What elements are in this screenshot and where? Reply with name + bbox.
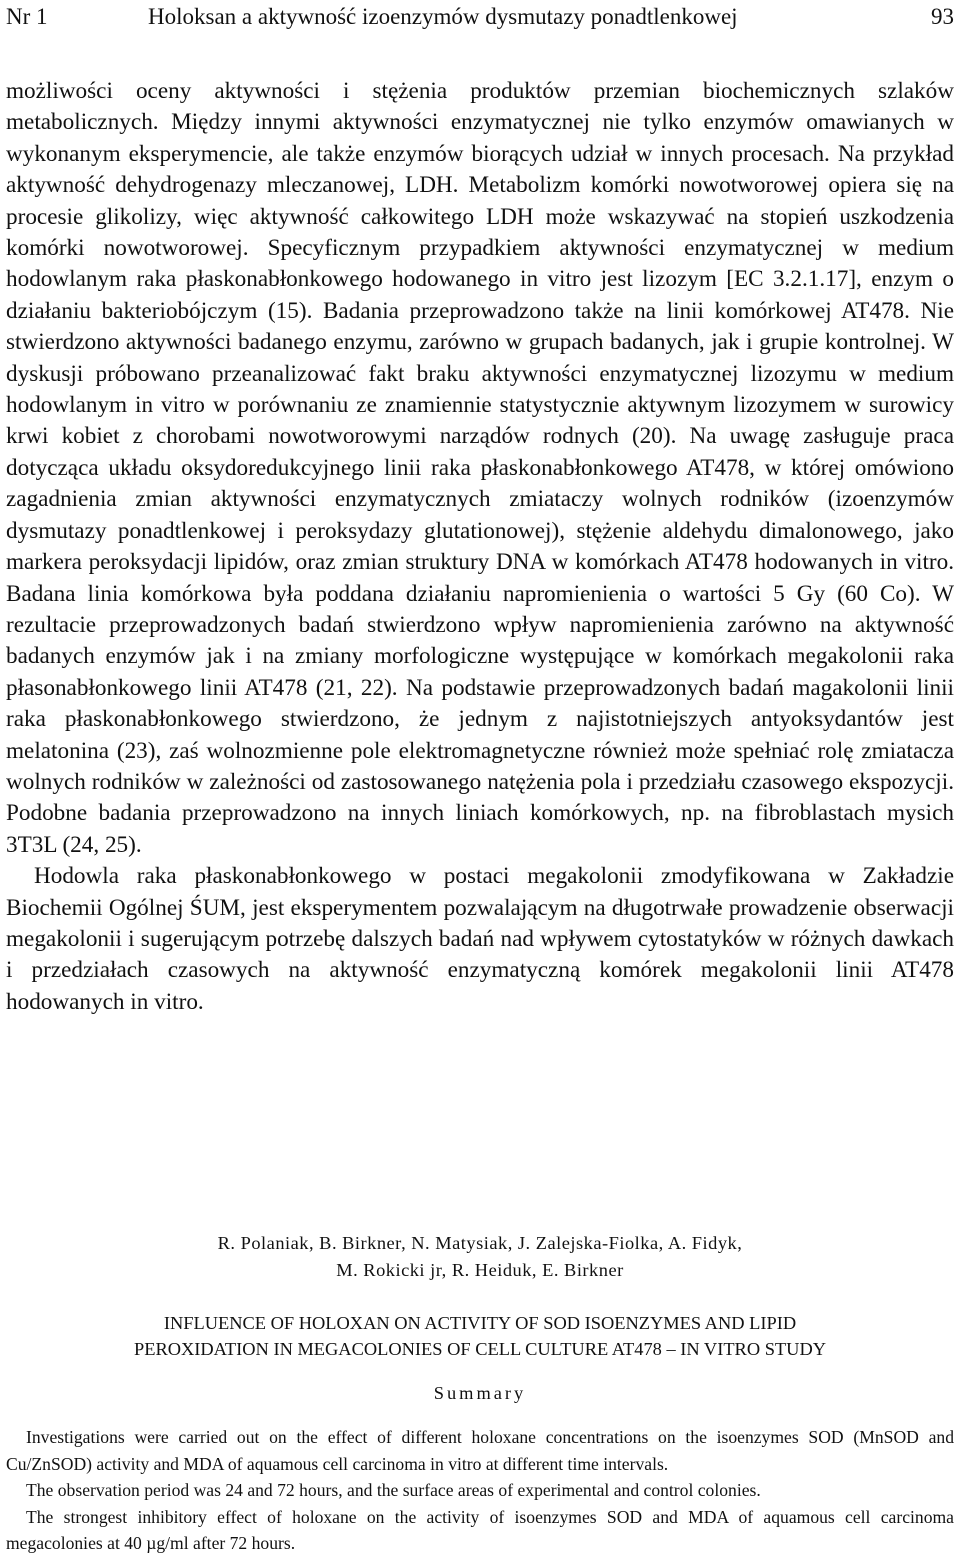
english-title-line-2: PEROXIDATION IN MEGACOLONIES OF CELL CULTURE AT478 – IN VITRO STUDY xyxy=(133,1339,827,1359)
authors-line-1: R. Polaniak, B. Birkner, N. Matysiak, J. Zalejska-Fiolka, A. Fidyk, xyxy=(217,1233,743,1253)
running-title: Holoksan a aktywność izoenzymów dysmutazy ponadtlenkowej xyxy=(148,4,738,29)
english-summary-section xyxy=(6,1230,954,1557)
author-list xyxy=(6,1230,954,1284)
polish-body-text xyxy=(6,76,954,1018)
abstract-paragraph-1: Investigations were carried out on the effect of different holoxane concentrations on the isoenzymes SOD (MnSOD and Cu/ZnSOD) activity and MDA of aquamous cell carcinoma in vitro at different time intervals. xyxy=(6,1427,954,1474)
abstract xyxy=(6,1424,954,1557)
paragraph-2: Hodowla raka płaskonabłonkowego w postaci megakolonii zmodyfikowana w Zakładzie Biochemii Ogólnej ŚUM, jest eksperymentem pozwalającym na długotrwałe prowadzenie obserwacji megakolonii i sugerującym potrzebę dalszych badań nad wpływem cytostatyków w różnych dawkach i przedziałach czasowych na aktywność enzymatyczną komórek megakolonii linii AT478 hodowanych in vitro. xyxy=(6,863,954,1015)
abstract-paragraph-2: The observation period was 24 and 72 hours, and the surface areas of experimental and control colonies. xyxy=(26,1480,761,1501)
english-title xyxy=(6,1310,954,1362)
abstract-paragraph-3: The strongest inhibitory effect of holoxane on the activity of isoenzymes SOD and MDA of aquamous cell carcinoma megacolonies at 40 µg/ml after 72 hours. xyxy=(6,1506,954,1554)
english-title-line-1: INFLUENCE OF HOLOXAN ON ACTIVITY OF SOD ISOENZYMES AND LIPID xyxy=(163,1313,797,1333)
journal-issue: Nr 1 xyxy=(6,4,48,29)
paragraph-1: możliwości oceny aktywności i stężenia produktów przemian biochemicznych szlaków metabolicznych. Między innymi aktywności enzymatycznej nie tylko enzymów omawianych w wykonanym eksperymencie, ale także enzymów biorących udział w innych procesach. Na przykład aktywność dehydrogenazy mleczanowej, LDH. Metabolizm komórki nowotworowej opiera się na procesie glikolizy, więc aktywność całkowitego LDH może wskazywać na stopień uszkodzenia komórki nowotworowej. Specyficznym przypadkiem aktywności enzymatycznej w medium hodowlanym raka płaskonabłonkowego hodowanego in vitro jest lizozym [EC 3.2.1.17], enzym o działaniu bakteriobójczym (15). Badania przeprowadzono także na linii komórkowej AT478. Nie stwierdzono aktywności badanego enzymu, zarówno w grupach badanych, jak i grupie kontrolnej. W dyskusji próbowano przeanalizować fakt braku aktywności enzymatycznej lizozymu w medium hodowlanym in vitro w porównaniu ze znamiennie statystycznie aktywnym lizozymem w surowicy krwi kobiet z chorobami nowotworowymi narządów rodnych (20). Na uwagę zasługuje praca dotycząca układu oksydoredukcyjnego linii raka płaskonabłonkowego AT478, w której omówiono zagadnienia zmian aktywności enzymatycznych zmiataczy wolnych rodników (izoenzymów dysmutazy ponadtlenkowej i peroksydazy glutationowej), stężenie aldehydu dimalonowego, jako markera peroksydacji lipidów, oraz zmian struktury DNA w komórkach AT478 hodowanych in vitro. Badana linia komórkowa była poddana działaniu napromienienia o wartości 5 Gy (60 Co). W rezultacie przeprowadzonych badań stwierdzono wpływ napromienienia zarówno na aktywność badanych enzymów jak i na zmiany morfologiczne występujące w komórkach megakolonii raka płasonabłonkowego linii AT478 (21, 22). Na podstawie przeprowadzonych badań magakolonii linii raka płaskonabłonkowego stwierdzono, że jednym z najistotniejszych antyoksydantów jest melatonina (23), zaś wolnozmienne pole elektromagnetyczne również może spełniać rolę zmiatacza wolnych rodników w zależności od zastosowanego natężenia pola i przedziału czasowego ekspozycji. Podobne badania przeprowadzono na innych liniach komórkowych, np. na fibroblastach mysich 3T3L (24, 25). xyxy=(6,78,954,858)
summary-heading: Summary xyxy=(433,1383,527,1403)
authors-line-2: M. Rokicki jr, R. Heiduk, E. Birkner xyxy=(336,1260,624,1280)
running-header xyxy=(6,0,954,40)
page-number: 93 xyxy=(931,4,954,29)
